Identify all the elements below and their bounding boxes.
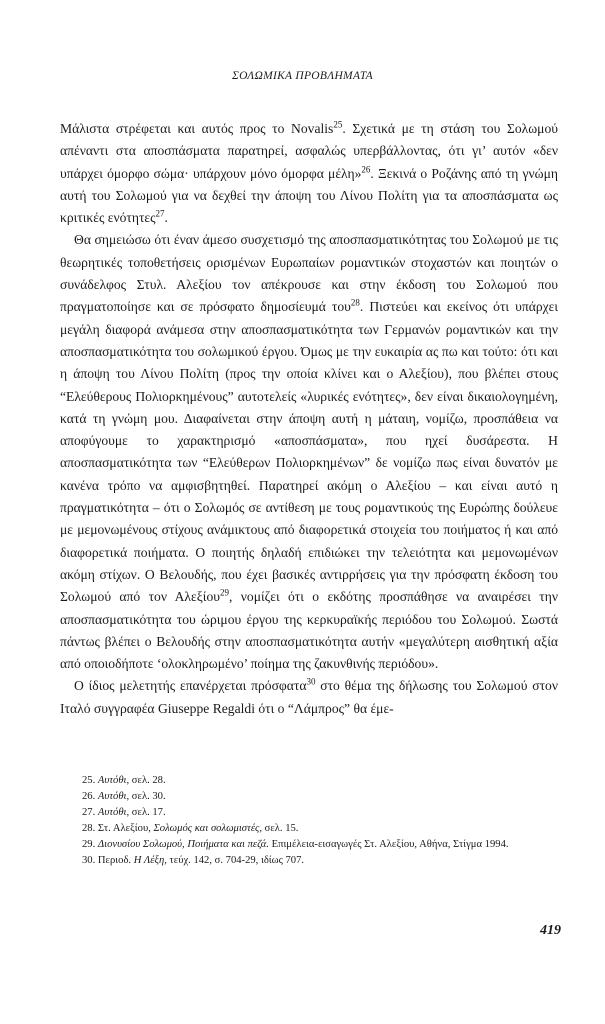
- footnote-ref: 27: [155, 208, 165, 219]
- footnote-italic: Η Λέξη: [133, 855, 165, 866]
- footnotes: [60, 773, 558, 869]
- footnote-number: 30.: [82, 855, 96, 866]
- footnote: [60, 853, 558, 869]
- footnote-number: 27.: [82, 807, 96, 818]
- footnote-text: , σελ. 28.: [126, 775, 166, 786]
- text-run: Θα σημειώσω ότι έναν άμεσο συσχετισμό της αποσπασματικότητας του Σολωμού με τις θεωρητικές τοποθετήσεις ορισμένων Ευρωπαίων ρομαντικών στοχαστών και ποιητών ο συνάδελφος Στυλ. Αλεξίου τον απέκρουσε και στην έκδοση του Σολωμού που πραγματοποίησε και σε πρόσφατο δημοσίευμά του: [60, 232, 558, 315]
- footnote-ref: 28: [350, 297, 360, 308]
- footnote: [60, 773, 558, 789]
- running-header: ΣΟΛΩΜΙΚΑ ΠΡΟΒΛΗΜΑΤΑ: [231, 70, 374, 82]
- paragraph: [60, 118, 558, 229]
- footnote-text: , σελ. 17.: [126, 807, 166, 818]
- body-text: [60, 118, 558, 720]
- paragraph: [60, 229, 558, 675]
- text-run: . Ξεκινά ο Ροζάνης από τη γνώμη αυτή του Σολωμού για να δεχθεί την άποψη του Λίνου Πολίτη για τα αποσπάσματα ως κριτικές ενότητες: [60, 165, 558, 226]
- footnote-number: 26.: [82, 791, 96, 802]
- footnote-number: 28.: [82, 823, 96, 834]
- footnote-italic: Διονυσίου Σολωμού, Ποιήματα και πεζά.: [97, 839, 269, 850]
- footnote-text: Επιμέλεια-εισαγωγές Στ. Αλεξίου, Αθήνα, Στίγμα 1994.: [268, 839, 509, 850]
- text-run: Ο ίδιος μελετητής επανέρχεται πρόσφατα: [74, 678, 307, 694]
- footnote: [60, 805, 558, 821]
- page-number: 419: [540, 923, 561, 938]
- footnote-italic: Αυτόθι: [97, 807, 127, 818]
- footnote-ref: 26: [361, 164, 371, 175]
- footnote-number: 25.: [82, 775, 96, 786]
- text-run: στο θέμα της δήλωσης του Σολωμού στον Ιταλό συγγραφέα Giuseppe Regaldi ότι ο “Λάμπρος” θα έμε-: [60, 678, 558, 716]
- text-run: Μάλιστα στρέφεται και αυτός προς το Novalis: [60, 121, 334, 136]
- text-run: .: [164, 210, 168, 226]
- footnote-italic: Αυτόθι: [97, 775, 127, 786]
- footnote-ref: 25: [333, 119, 343, 130]
- footnote-text: , τεύχ. 142, σ. 704-29, ιδίως 707.: [164, 855, 305, 866]
- paragraph: [60, 675, 558, 720]
- footnote-ref: 29: [219, 587, 229, 598]
- text-run: , νομίζει ότι ο εκδότης προσπάθησε να αναιρέσει την αποσπασματικότητα του ώριμου έργου της κερκυραϊκής περιόδου του Σολωμού. Σωστά πάντως βλέπει ο Βελουδής στην αποσπασματικότητα αυτήν «μεγαλύτερη αισθητική αξία από οποιοδήποτε ‘ολοκληρωμένο’ ποίημα της ζακυνθινής περιόδου».: [60, 589, 559, 672]
- footnote: [60, 821, 558, 837]
- footnote-italic: Σολωμός και σολωμιστές: [153, 823, 260, 834]
- footnote-text: , σελ. 15.: [259, 823, 299, 834]
- footnote: [60, 837, 558, 853]
- footnote-text: Στ. Αλεξίου,: [97, 823, 154, 834]
- text-run: . Πιστεύει και εκείνος ότι υπάρχει μεγάλη διαφορά ανάμεσα στην αποσπασματικότητα των Γερμανών ρομαντικών και την αποσπασματικότητα του σολωμικού έργου. Όμως με την ευκαιρία ας πω και τούτο: ότι και η άποψη του Λίνου Πολίτη (προς την οποία κλίνει και ο Αλεξίου), που βλέπει στους “Ελεύθερους Πολιορκημένους” αυτοτελείς «λυρικές ενότητες», δεν είναι δικαιολογημένη, κατά τη γνώμη μου. Διαφαίνεται στην άποψη αυτή η μάταιη, νομίζω, προσπάθεια να αποφύγουμε το χαρακτηρισμό «αποσπάσματα», που ηχεί δυσάρεστα. Η αποσπασματικότητα των “Ελεύθερων Πολιορκημένων” δε νομίζω πως είναι δυνατόν με κανένα τρόπο να αμφισβητηθεί. Παρατηρεί ακόμη ο Αλεξίου – και είναι αυτό η πραγματικότητα – ότι ο Σολωμός σε αντίθεση με τους ρομαντικούς της Ευρώπης δούλευε με μεμονωμένους στίχους ανάμικτους από διαφορετικά στοιχεία του ποιήματος ή και από διαφορετικά ποιήματα. Ο ποιητής δηλαδή επιδιώκει την τελειότητα και μεμονωμένων ακόμη στίχων. Ο Βελουδής, που έχει βασικές αντιρρήσεις για την πρόσφατη έκδοση του Σολωμού από τον Αλεξίου: [60, 299, 558, 605]
- footnote-italic: Αυτόθι: [97, 791, 127, 802]
- footnote-text: Περιοδ.: [97, 855, 134, 866]
- text-run: . Σχετικά με τη στάση του Σολωμού απέναντι στα αποσπάσματα παρατηρεί, ασφαλώς υπερβάλλοντας, ότι γι’ αυτόν «δεν υπάρχει όμορφο σώμα· υπάρχουν μόνο όμορφα μέλη»: [60, 121, 558, 181]
- footnote-ref: 30: [306, 676, 316, 687]
- footnote-text: , σελ. 30.: [126, 791, 166, 802]
- footnote-number: 29.: [82, 839, 96, 850]
- footnote: [60, 789, 558, 805]
